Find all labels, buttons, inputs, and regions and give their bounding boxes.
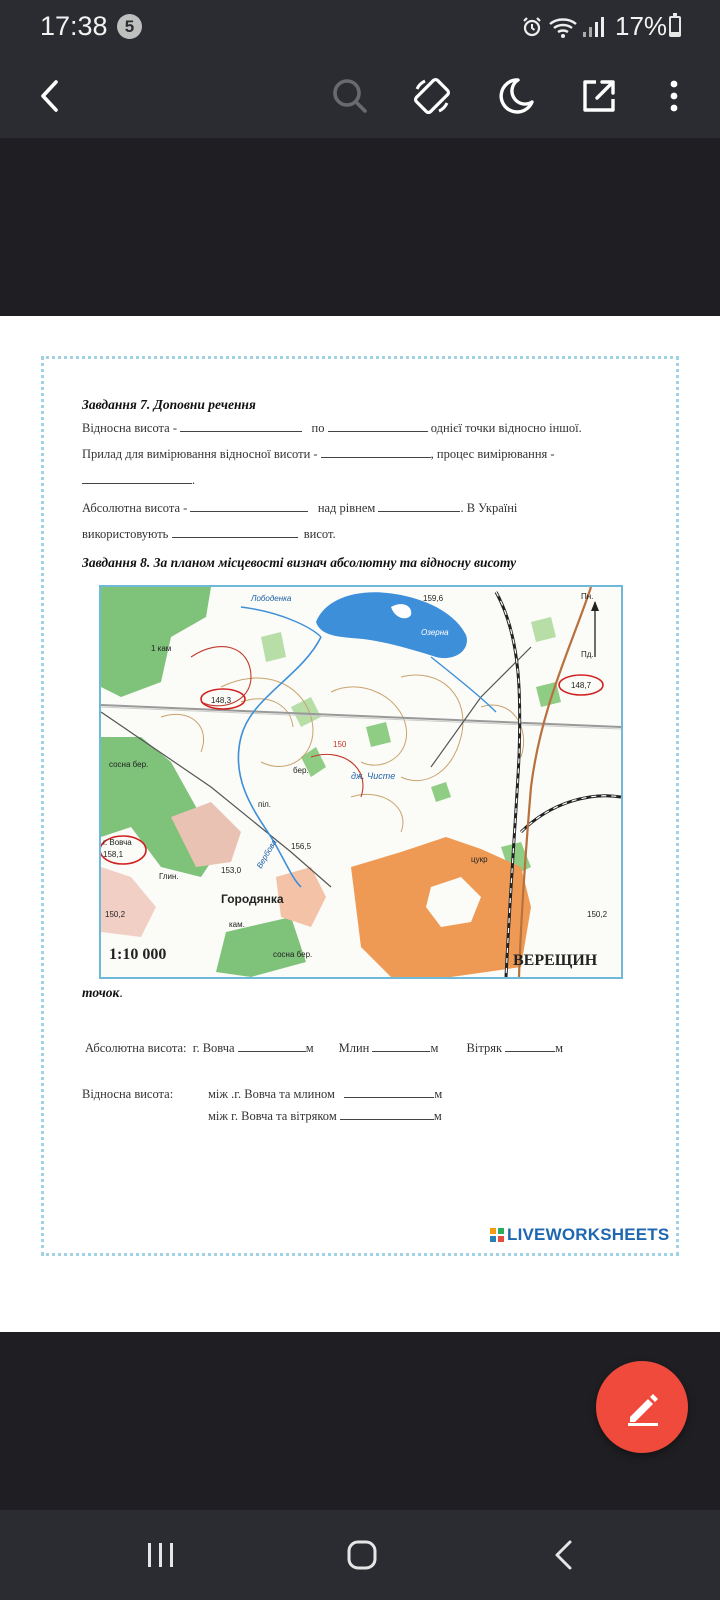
map-label: піл. — [258, 800, 271, 809]
blank-field[interactable] — [172, 527, 298, 538]
map-label: Пд. — [581, 650, 594, 659]
map-label: 150 — [333, 740, 347, 749]
map-label: 148,7 — [571, 681, 592, 690]
map-label: 158,1 — [103, 850, 124, 859]
answer-mlyn-abs[interactable] — [372, 1041, 430, 1052]
document-viewer-margin — [0, 138, 720, 316]
map-town-right: ВЕРЕЩИН — [513, 952, 598, 969]
more-options-button[interactable] — [650, 72, 698, 120]
map-label: Лободенка — [251, 594, 292, 603]
system-nav-bar — [0, 1510, 720, 1600]
night-mode-button[interactable] — [492, 72, 540, 120]
map-label: 1 кам — [151, 644, 172, 653]
task7-title: Завдання 7. Доповни речення — [82, 397, 256, 412]
blank-field[interactable] — [328, 421, 428, 432]
wifi-icon — [548, 15, 578, 39]
search-icon — [330, 76, 370, 116]
nav-back-button[interactable] — [534, 1530, 594, 1580]
status-time: 17:38 — [40, 11, 108, 41]
map-label: 153,0 — [221, 866, 242, 875]
blank-field[interactable] — [321, 447, 431, 458]
map-label: сосна бер. — [273, 950, 313, 959]
map-label: 150,2 — [587, 910, 608, 919]
task7-line3: . — [82, 473, 195, 488]
relative-height-row-2: між г. Вовча та вітряком м — [208, 1109, 442, 1123]
task7-line5: використовують висот. — [82, 527, 336, 541]
topographic-map — [99, 585, 623, 979]
map-scale: 1:10 000 — [109, 946, 167, 963]
home-button[interactable] — [332, 1530, 392, 1580]
alarm-icon — [520, 15, 544, 39]
map-town-left: Городянка — [221, 892, 284, 906]
answer-vovcha-abs[interactable] — [238, 1041, 306, 1052]
worksheet — [41, 356, 679, 1256]
task8-continuation: точок. — [82, 985, 123, 1000]
recent-apps-icon — [146, 1541, 176, 1569]
share-button[interactable] — [575, 72, 623, 120]
map-label: 159,6 — [423, 594, 444, 603]
night-mode-icon — [496, 76, 536, 116]
map-label: бер. — [293, 766, 309, 775]
map-label: сосна бер. — [109, 760, 149, 769]
rotate-button[interactable] — [408, 72, 456, 120]
share-icon — [580, 77, 618, 115]
blank-field[interactable] — [82, 473, 192, 484]
map-label: г. Вовча — [103, 838, 132, 847]
answer-rel-vovcha-mlyn[interactable] — [344, 1087, 434, 1098]
document-page[interactable] — [0, 316, 720, 1332]
recent-apps-button[interactable] — [131, 1530, 191, 1580]
map-label: цукр — [471, 855, 488, 864]
map-label: Пн. — [581, 592, 594, 601]
home-icon — [346, 1539, 378, 1571]
rotate-icon — [411, 75, 453, 117]
map-drawing — [101, 587, 621, 977]
task7-line2: Прилад для вимірювання відносної висоти - , процес вимірювання - — [82, 447, 555, 461]
nav-back-icon — [552, 1539, 576, 1571]
signal-icon — [582, 15, 604, 39]
app-toolbar — [0, 54, 720, 138]
more-icon — [668, 78, 680, 114]
liveworksheets-logo: LIVEWORKSHEETS — [490, 1225, 669, 1245]
task7-line4: Абсолютна висота - над рівнем . В Україні — [82, 501, 518, 515]
back-icon — [35, 78, 65, 114]
relative-height-row-1: Відносна висота: між .г. Вовча та млином м — [82, 1087, 443, 1101]
blank-field[interactable] — [180, 421, 302, 432]
answer-rel-vovcha-vitriak[interactable] — [340, 1109, 434, 1120]
map-label: кам. — [229, 920, 245, 929]
answer-vitriak-abs[interactable] — [505, 1041, 555, 1052]
map-label: Озерна — [421, 628, 449, 637]
notification-count-badge: 5 — [117, 14, 142, 39]
liveworksheets-logo-icon — [490, 1228, 504, 1242]
map-label: 148,3 — [211, 696, 232, 705]
status-icons — [520, 12, 604, 42]
absolute-height-row: Абсолютна висота: г. Вовча м Млин м Вітряк м — [85, 1041, 564, 1055]
edit-fab-button[interactable] — [596, 1361, 688, 1453]
map-label: дж. Чисте — [351, 771, 396, 781]
task8-title: Завдання 8. За планом місцевості визнач абсолютну та відносну висоту — [82, 555, 517, 570]
blank-field[interactable] — [190, 501, 308, 512]
battery-icon — [669, 16, 681, 37]
pencil-icon — [622, 1387, 662, 1427]
map-label: 150,2 — [105, 910, 126, 919]
map-label: 156,5 — [291, 842, 312, 851]
blank-field[interactable] — [378, 501, 460, 512]
battery-percent: 17% — [615, 11, 668, 41]
map-label: Глин. — [159, 872, 179, 881]
search-button[interactable] — [326, 72, 374, 120]
map-label: Вербова — [254, 838, 279, 870]
task7-line1: Відносна висота - по однієї точки відносно іншої. — [82, 421, 582, 435]
back-button[interactable] — [26, 72, 74, 120]
status-bar — [0, 0, 720, 54]
